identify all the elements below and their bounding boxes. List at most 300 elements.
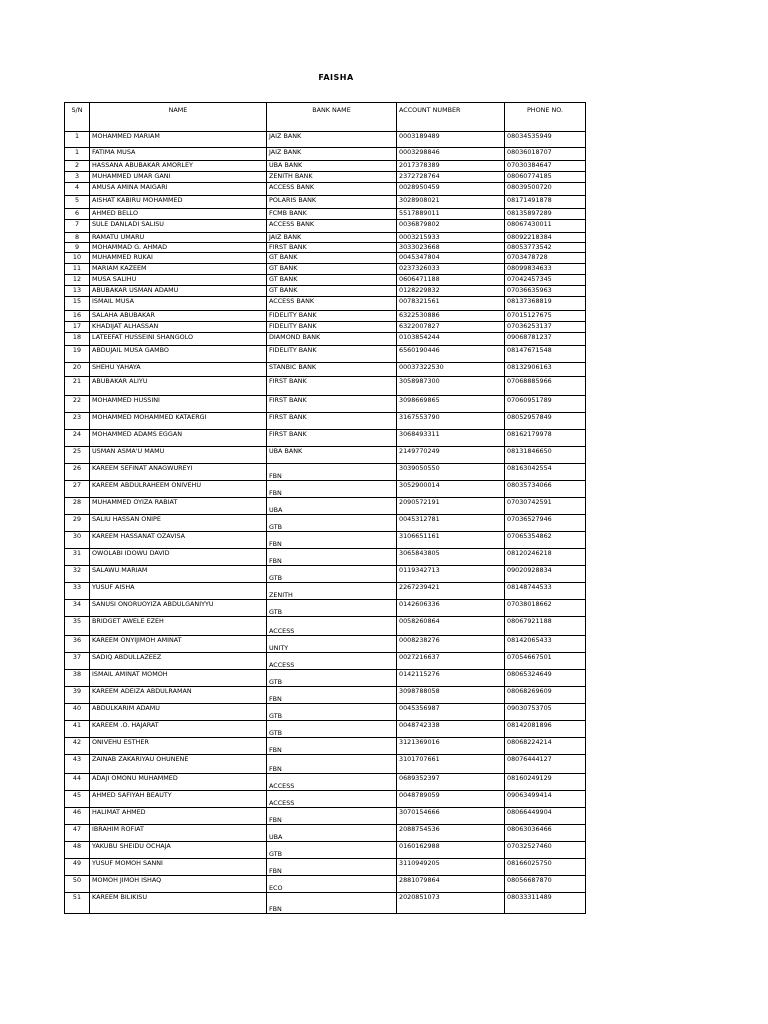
row-account-number: 0003298846	[397, 148, 505, 161]
row-phone-no: 07015127675	[505, 311, 586, 322]
row-account-number: 0606471188	[397, 275, 505, 286]
row-sn: 1	[65, 132, 90, 148]
header-sn: S/N	[65, 103, 90, 132]
row-name: MUHAMMED RUKAI	[90, 253, 267, 264]
row-phone-no: 08142081896	[505, 721, 586, 738]
table-row	[65, 687, 586, 704]
row-sn: 51	[65, 893, 90, 914]
header-name: NAME	[90, 103, 267, 132]
row-sn: 48	[65, 842, 90, 859]
row-sn: 8	[65, 233, 90, 243]
row-sn: 7	[65, 220, 90, 233]
row-phone-no: 07030384647	[505, 161, 586, 172]
row-account-number: 3039050550	[397, 464, 505, 481]
row-phone-no: 07065354862	[505, 532, 586, 549]
row-account-number: 5517889011	[397, 209, 505, 220]
row-phone-no: 08060774185	[505, 172, 586, 183]
row-bank-name: ACCESS BANK	[267, 183, 397, 196]
beneficiary-table	[64, 102, 586, 914]
table-row	[65, 617, 586, 636]
row-name: SANUSI ONORUOYIZA ABDULGANIYYU	[90, 600, 267, 617]
table-row	[65, 670, 586, 687]
row-sn: 39	[65, 687, 90, 704]
row-phone-no: 08147671548	[505, 346, 586, 363]
row-account-number: 0103854244	[397, 333, 505, 346]
table-row	[65, 243, 586, 253]
row-name: ONIVEHU ESTHER	[90, 738, 267, 755]
row-bank-name: UBA BANK	[267, 447, 397, 464]
row-account-number: 2149770249	[397, 447, 505, 464]
row-name: AISHAT KABIRU MOHAMMED	[90, 196, 267, 209]
row-account-number: 3028908021	[397, 196, 505, 209]
table-row	[65, 148, 586, 161]
row-sn: 10	[65, 253, 90, 264]
row-account-number: 0048742338	[397, 721, 505, 738]
row-phone-no: 07036253137	[505, 322, 586, 333]
table-row	[65, 209, 586, 220]
row-name: MOHAMMED HUSSINI	[90, 396, 267, 413]
header-row	[65, 103, 586, 132]
table-row	[65, 253, 586, 264]
row-bank-name: FBN	[267, 893, 397, 914]
row-bank-name: GTB	[267, 670, 397, 687]
row-bank-name: GTB	[267, 515, 397, 532]
row-phone-no: 08056687870	[505, 876, 586, 893]
table-row	[65, 377, 586, 396]
row-bank-name: POLARIS BANK	[267, 196, 397, 209]
row-bank-name: ECO	[267, 876, 397, 893]
row-bank-name: FBN	[267, 755, 397, 774]
row-name: ISMAIL AMINAT MOMOH	[90, 670, 267, 687]
row-sn: 20	[65, 363, 90, 377]
row-bank-name: FBN	[267, 481, 397, 498]
row-name: ISMAIL MUSA	[90, 297, 267, 311]
row-phone-no: 08162179978	[505, 430, 586, 447]
row-sn: 49	[65, 859, 90, 876]
table-row	[65, 346, 586, 363]
row-account-number: 0003215933	[397, 233, 505, 243]
row-sn: 42	[65, 738, 90, 755]
row-account-number: 0058260864	[397, 617, 505, 636]
row-name: MOHAMMED MARIAM	[90, 132, 267, 148]
row-name: SADIQ ABDULLAZEEZ	[90, 653, 267, 670]
table-row	[65, 220, 586, 233]
row-name: BRIDGET AWELE EZEH	[90, 617, 267, 636]
row-account-number: 0142606336	[397, 600, 505, 617]
row-bank-name: FIDELITY BANK	[267, 322, 397, 333]
row-sn: 22	[65, 396, 90, 413]
row-name: MOHAMMED MOHAMMED KATAERGI	[90, 413, 267, 430]
row-phone-no: 08068269609	[505, 687, 586, 704]
table-row	[65, 311, 586, 322]
row-phone-no: 08067921188	[505, 617, 586, 636]
row-bank-name: FIDELITY BANK	[267, 346, 397, 363]
row-account-number: 6560190446	[397, 346, 505, 363]
row-sn: 24	[65, 430, 90, 447]
table-row	[65, 808, 586, 825]
row-sn: 3	[65, 172, 90, 183]
table-row	[65, 132, 586, 148]
row-bank-name: FCMB BANK	[267, 209, 397, 220]
row-name: IBRAHIM ROFIAT	[90, 825, 267, 842]
row-name: KAREEM ADEIZA ABDULRAMAN	[90, 687, 267, 704]
row-name: YUSUF AISHA	[90, 583, 267, 600]
table-row	[65, 447, 586, 464]
row-sn: 50	[65, 876, 90, 893]
row-account-number: 0048789059	[397, 791, 505, 808]
row-phone-no: 08039500720	[505, 183, 586, 196]
row-phone-no: 08132906163	[505, 363, 586, 377]
row-bank-name: GTB	[267, 721, 397, 738]
row-account-number: 3110949205	[397, 859, 505, 876]
row-sn: 44	[65, 774, 90, 791]
row-bank-name: FIRST BANK	[267, 413, 397, 430]
row-name: SULE DANLADI SALISU	[90, 220, 267, 233]
row-phone-no: 08036018707	[505, 148, 586, 161]
table-row	[65, 893, 586, 914]
table-row	[65, 549, 586, 566]
table-row	[65, 333, 586, 346]
row-name: HALIMAT AHMED	[90, 808, 267, 825]
row-sn: 30	[65, 532, 90, 549]
row-phone-no: 0703478728	[505, 253, 586, 264]
row-bank-name: ZENITH BANK	[267, 172, 397, 183]
row-phone-no: 08052957849	[505, 413, 586, 430]
row-account-number: 3052900014	[397, 481, 505, 498]
table-body	[65, 132, 586, 914]
row-account-number: 3033023668	[397, 243, 505, 253]
table-row	[65, 196, 586, 209]
row-sn: 18	[65, 333, 90, 346]
row-bank-name: ACCESS	[267, 791, 397, 808]
row-account-number: 2088754536	[397, 825, 505, 842]
row-phone-no: 09063499414	[505, 791, 586, 808]
row-name: LATEEFAT HUSSEINI SHANGOLO	[90, 333, 267, 346]
row-bank-name: FIRST BANK	[267, 377, 397, 396]
table-row	[65, 322, 586, 333]
row-sn: 37	[65, 653, 90, 670]
row-phone-no: 08066449904	[505, 808, 586, 825]
row-sn: 40	[65, 704, 90, 721]
row-account-number: 0028950459	[397, 183, 505, 196]
row-bank-name: GTB	[267, 842, 397, 859]
table-row	[65, 286, 586, 297]
sheet-title: FAISHA	[318, 73, 354, 82]
row-phone-no: 08160249129	[505, 774, 586, 791]
row-bank-name: JAIZ BANK	[267, 233, 397, 243]
row-name: MUHAMMED UMAR GANI	[90, 172, 267, 183]
row-name: ABDULKARIM ADAMU	[90, 704, 267, 721]
table-row	[65, 297, 586, 311]
row-account-number: 3098788058	[397, 687, 505, 704]
row-account-number: 0045312781	[397, 515, 505, 532]
row-phone-no: 07060951789	[505, 396, 586, 413]
row-bank-name: FIDELITY BANK	[267, 311, 397, 322]
header-phone-no: PHONE NO.	[505, 103, 586, 132]
table-row	[65, 515, 586, 532]
row-account-number: 3098669865	[397, 396, 505, 413]
row-bank-name: GT BANK	[267, 253, 397, 264]
table-row	[65, 842, 586, 859]
row-sn: 12	[65, 275, 90, 286]
table-row	[65, 413, 586, 430]
row-phone-no: 07068885966	[505, 377, 586, 396]
row-bank-name: GT BANK	[267, 286, 397, 297]
table-row	[65, 481, 586, 498]
row-bank-name: ACCESS	[267, 774, 397, 791]
row-phone-no: 07036527946	[505, 515, 586, 532]
row-phone-no: 08099834633	[505, 264, 586, 275]
row-phone-no: 08171491878	[505, 196, 586, 209]
table-row	[65, 876, 586, 893]
table-row	[65, 704, 586, 721]
row-bank-name: STANBIC BANK	[267, 363, 397, 377]
row-sn: 27	[65, 481, 90, 498]
row-phone-no: 08142065433	[505, 636, 586, 653]
row-phone-no: 09030753705	[505, 704, 586, 721]
row-sn: 1	[65, 148, 90, 161]
row-account-number: 3121369016	[397, 738, 505, 755]
row-bank-name: FBN	[267, 687, 397, 704]
row-name: SALIU HASSAN ONIPE	[90, 515, 267, 532]
table-row	[65, 264, 586, 275]
row-account-number: 0008238276	[397, 636, 505, 653]
row-account-number: 00037322530	[397, 363, 505, 377]
table-row	[65, 430, 586, 447]
row-phone-no: 08068224214	[505, 738, 586, 755]
row-bank-name: GT BANK	[267, 264, 397, 275]
row-account-number: 0036879802	[397, 220, 505, 233]
row-phone-no: 09020928834	[505, 566, 586, 583]
row-account-number: 0078321561	[397, 297, 505, 311]
row-name: RAMATU UMARU	[90, 233, 267, 243]
row-sn: 47	[65, 825, 90, 842]
row-account-number: 3101707661	[397, 755, 505, 774]
row-bank-name: ACCESS BANK	[267, 220, 397, 233]
row-sn: 36	[65, 636, 90, 653]
table-row	[65, 600, 586, 617]
row-sn: 21	[65, 377, 90, 396]
table-row	[65, 396, 586, 413]
row-bank-name: JAIZ BANK	[267, 148, 397, 161]
row-phone-no: 08076444127	[505, 755, 586, 774]
row-name: ABUBAKAR USMAN ADAMU	[90, 286, 267, 297]
row-account-number: 2372728764	[397, 172, 505, 183]
row-name: KAREEM BILIKISU	[90, 893, 267, 914]
row-name: USMAN ASMA'U MAMU	[90, 447, 267, 464]
row-phone-no: 08131846650	[505, 447, 586, 464]
row-phone-no: 08035734066	[505, 481, 586, 498]
row-phone-no: 08063036466	[505, 825, 586, 842]
row-name: KAREEM ONYIJIMOH AMINAT	[90, 636, 267, 653]
row-phone-no: 07054667501	[505, 653, 586, 670]
row-account-number: 0237326033	[397, 264, 505, 275]
row-sn: 4	[65, 183, 90, 196]
table-row	[65, 566, 586, 583]
row-sn: 33	[65, 583, 90, 600]
row-phone-no: 07042457345	[505, 275, 586, 286]
row-bank-name: UBA BANK	[267, 161, 397, 172]
row-name: MUSA SALIHU	[90, 275, 267, 286]
row-name: FATIMA MUSA	[90, 148, 267, 161]
table-row	[65, 363, 586, 377]
row-account-number: 2017378389	[397, 161, 505, 172]
table-row	[65, 636, 586, 653]
row-bank-name: FBN	[267, 532, 397, 549]
row-sn: 2	[65, 161, 90, 172]
row-name: KAREEM ABDULRAHEEM ONIVEHU	[90, 481, 267, 498]
row-name: YAKUBU SHEIDU OCHAJA	[90, 842, 267, 859]
row-bank-name: DIAMOND BANK	[267, 333, 397, 346]
row-bank-name: GTB	[267, 566, 397, 583]
row-bank-name: FBN	[267, 859, 397, 876]
row-name: KAREEM .O. HAJARAT	[90, 721, 267, 738]
row-bank-name: FBN	[267, 738, 397, 755]
table-row	[65, 738, 586, 755]
row-phone-no: 08148744533	[505, 583, 586, 600]
row-sn: 16	[65, 311, 90, 322]
row-account-number: 0045347804	[397, 253, 505, 264]
row-phone-no: 08135897289	[505, 209, 586, 220]
row-bank-name: ZENITH	[267, 583, 397, 600]
row-bank-name: FIRST BANK	[267, 243, 397, 253]
row-account-number: 3068493311	[397, 430, 505, 447]
row-sn: 28	[65, 498, 90, 515]
row-account-number: 0119342713	[397, 566, 505, 583]
row-account-number: 0689352397	[397, 774, 505, 791]
row-sn: 6	[65, 209, 90, 220]
row-account-number: 0142115276	[397, 670, 505, 687]
table-row	[65, 755, 586, 774]
row-phone-no: 07030742591	[505, 498, 586, 515]
row-name: MOMOH JIMOH ISHAQ	[90, 876, 267, 893]
header-account-number: ACCOUNT NUMBER	[397, 103, 505, 132]
row-phone-no: 07038018662	[505, 600, 586, 617]
row-bank-name: FIRST BANK	[267, 396, 397, 413]
row-sn: 34	[65, 600, 90, 617]
row-bank-name: ACCESS	[267, 653, 397, 670]
row-account-number: 3167553790	[397, 413, 505, 430]
row-bank-name: FIRST BANK	[267, 430, 397, 447]
row-bank-name: UNITY	[267, 636, 397, 653]
row-phone-no: 08034535949	[505, 132, 586, 148]
row-sn: 5	[65, 196, 90, 209]
row-name: OWOLABI IDOWU DAVID	[90, 549, 267, 566]
table-row	[65, 498, 586, 515]
row-name: ADAJI OMONU MUHAMMED	[90, 774, 267, 791]
row-phone-no: 08137368819	[505, 297, 586, 311]
row-name: SALAWU MARIAM	[90, 566, 267, 583]
row-account-number: 3058987300	[397, 377, 505, 396]
row-name: KAREEM HASSANAT OZAVISA	[90, 532, 267, 549]
row-name: MOHAMMAD G. AHMAD	[90, 243, 267, 253]
row-name: YUSUF MOMOH SANNI	[90, 859, 267, 876]
row-bank-name: FBN	[267, 464, 397, 481]
row-bank-name: ACCESS BANK	[267, 297, 397, 311]
table-row	[65, 161, 586, 172]
row-phone-no: 08166025750	[505, 859, 586, 876]
row-sn: 46	[65, 808, 90, 825]
row-phone-no: 09068781237	[505, 333, 586, 346]
row-name: HASSANA ABUBAKAR AMORLEY	[90, 161, 267, 172]
row-phone-no: 08033311489	[505, 893, 586, 914]
row-account-number: 0027216637	[397, 653, 505, 670]
row-bank-name: UBA	[267, 825, 397, 842]
row-sn: 25	[65, 447, 90, 464]
row-bank-name: GT BANK	[267, 275, 397, 286]
table-row	[65, 721, 586, 738]
table-row	[65, 172, 586, 183]
table-row	[65, 825, 586, 842]
table-row	[65, 464, 586, 481]
row-phone-no: 08163042554	[505, 464, 586, 481]
row-phone-no: 08065324649	[505, 670, 586, 687]
row-sn: 31	[65, 549, 90, 566]
row-name: AHMED BELLO	[90, 209, 267, 220]
table-row	[65, 275, 586, 286]
row-account-number: 0128229832	[397, 286, 505, 297]
row-sn: 9	[65, 243, 90, 253]
row-sn: 13	[65, 286, 90, 297]
row-bank-name: JAIZ BANK	[267, 132, 397, 148]
row-name: SHEHU YAHAYA	[90, 363, 267, 377]
row-account-number: 3106651161	[397, 532, 505, 549]
row-sn: 19	[65, 346, 90, 363]
table-row	[65, 653, 586, 670]
row-name: AHMED SAFIYAH BEAUTY	[90, 791, 267, 808]
table-row	[65, 583, 586, 600]
row-name: AMUSA AMINA MAIGARI	[90, 183, 267, 196]
row-sn: 43	[65, 755, 90, 774]
row-bank-name: FBN	[267, 808, 397, 825]
row-sn: 32	[65, 566, 90, 583]
row-name: MOHAMMED ADAMS EGGAN	[90, 430, 267, 447]
row-phone-no: 08092218384	[505, 233, 586, 243]
row-sn: 41	[65, 721, 90, 738]
row-name: ABDUJAIL MUSA GAMBO	[90, 346, 267, 363]
row-phone-no: 07036635963	[505, 286, 586, 297]
row-bank-name: FBN	[267, 549, 397, 566]
row-account-number: 0003189489	[397, 132, 505, 148]
table-row	[65, 791, 586, 808]
row-name: KHADIJAT ALHASSAN	[90, 322, 267, 333]
table-row	[65, 859, 586, 876]
row-sn: 35	[65, 617, 90, 636]
table-row	[65, 532, 586, 549]
row-sn: 29	[65, 515, 90, 532]
row-account-number: 2090572191	[397, 498, 505, 515]
row-phone-no: 08120246218	[505, 549, 586, 566]
row-name: ABUBAKAR ALIYU	[90, 377, 267, 396]
row-account-number: 6322007827	[397, 322, 505, 333]
row-name: SALAHA ABUBAKAR	[90, 311, 267, 322]
row-name: KAREEM SEFINAT ANAGWUREYI	[90, 464, 267, 481]
row-sn: 23	[65, 413, 90, 430]
row-account-number: 2881079864	[397, 876, 505, 893]
row-account-number: 2020851073	[397, 893, 505, 914]
row-bank-name: ACCESS	[267, 617, 397, 636]
row-bank-name: UBA	[267, 498, 397, 515]
header-bank-name: BANK NAME	[267, 103, 397, 132]
row-account-number: 2267239421	[397, 583, 505, 600]
row-account-number: 3065843805	[397, 549, 505, 566]
row-sn: 45	[65, 791, 90, 808]
row-sn: 15	[65, 297, 90, 311]
table-row	[65, 774, 586, 791]
row-account-number: 3070154666	[397, 808, 505, 825]
row-bank-name: GTB	[267, 704, 397, 721]
row-name: MARIAM KAZEEM	[90, 264, 267, 275]
